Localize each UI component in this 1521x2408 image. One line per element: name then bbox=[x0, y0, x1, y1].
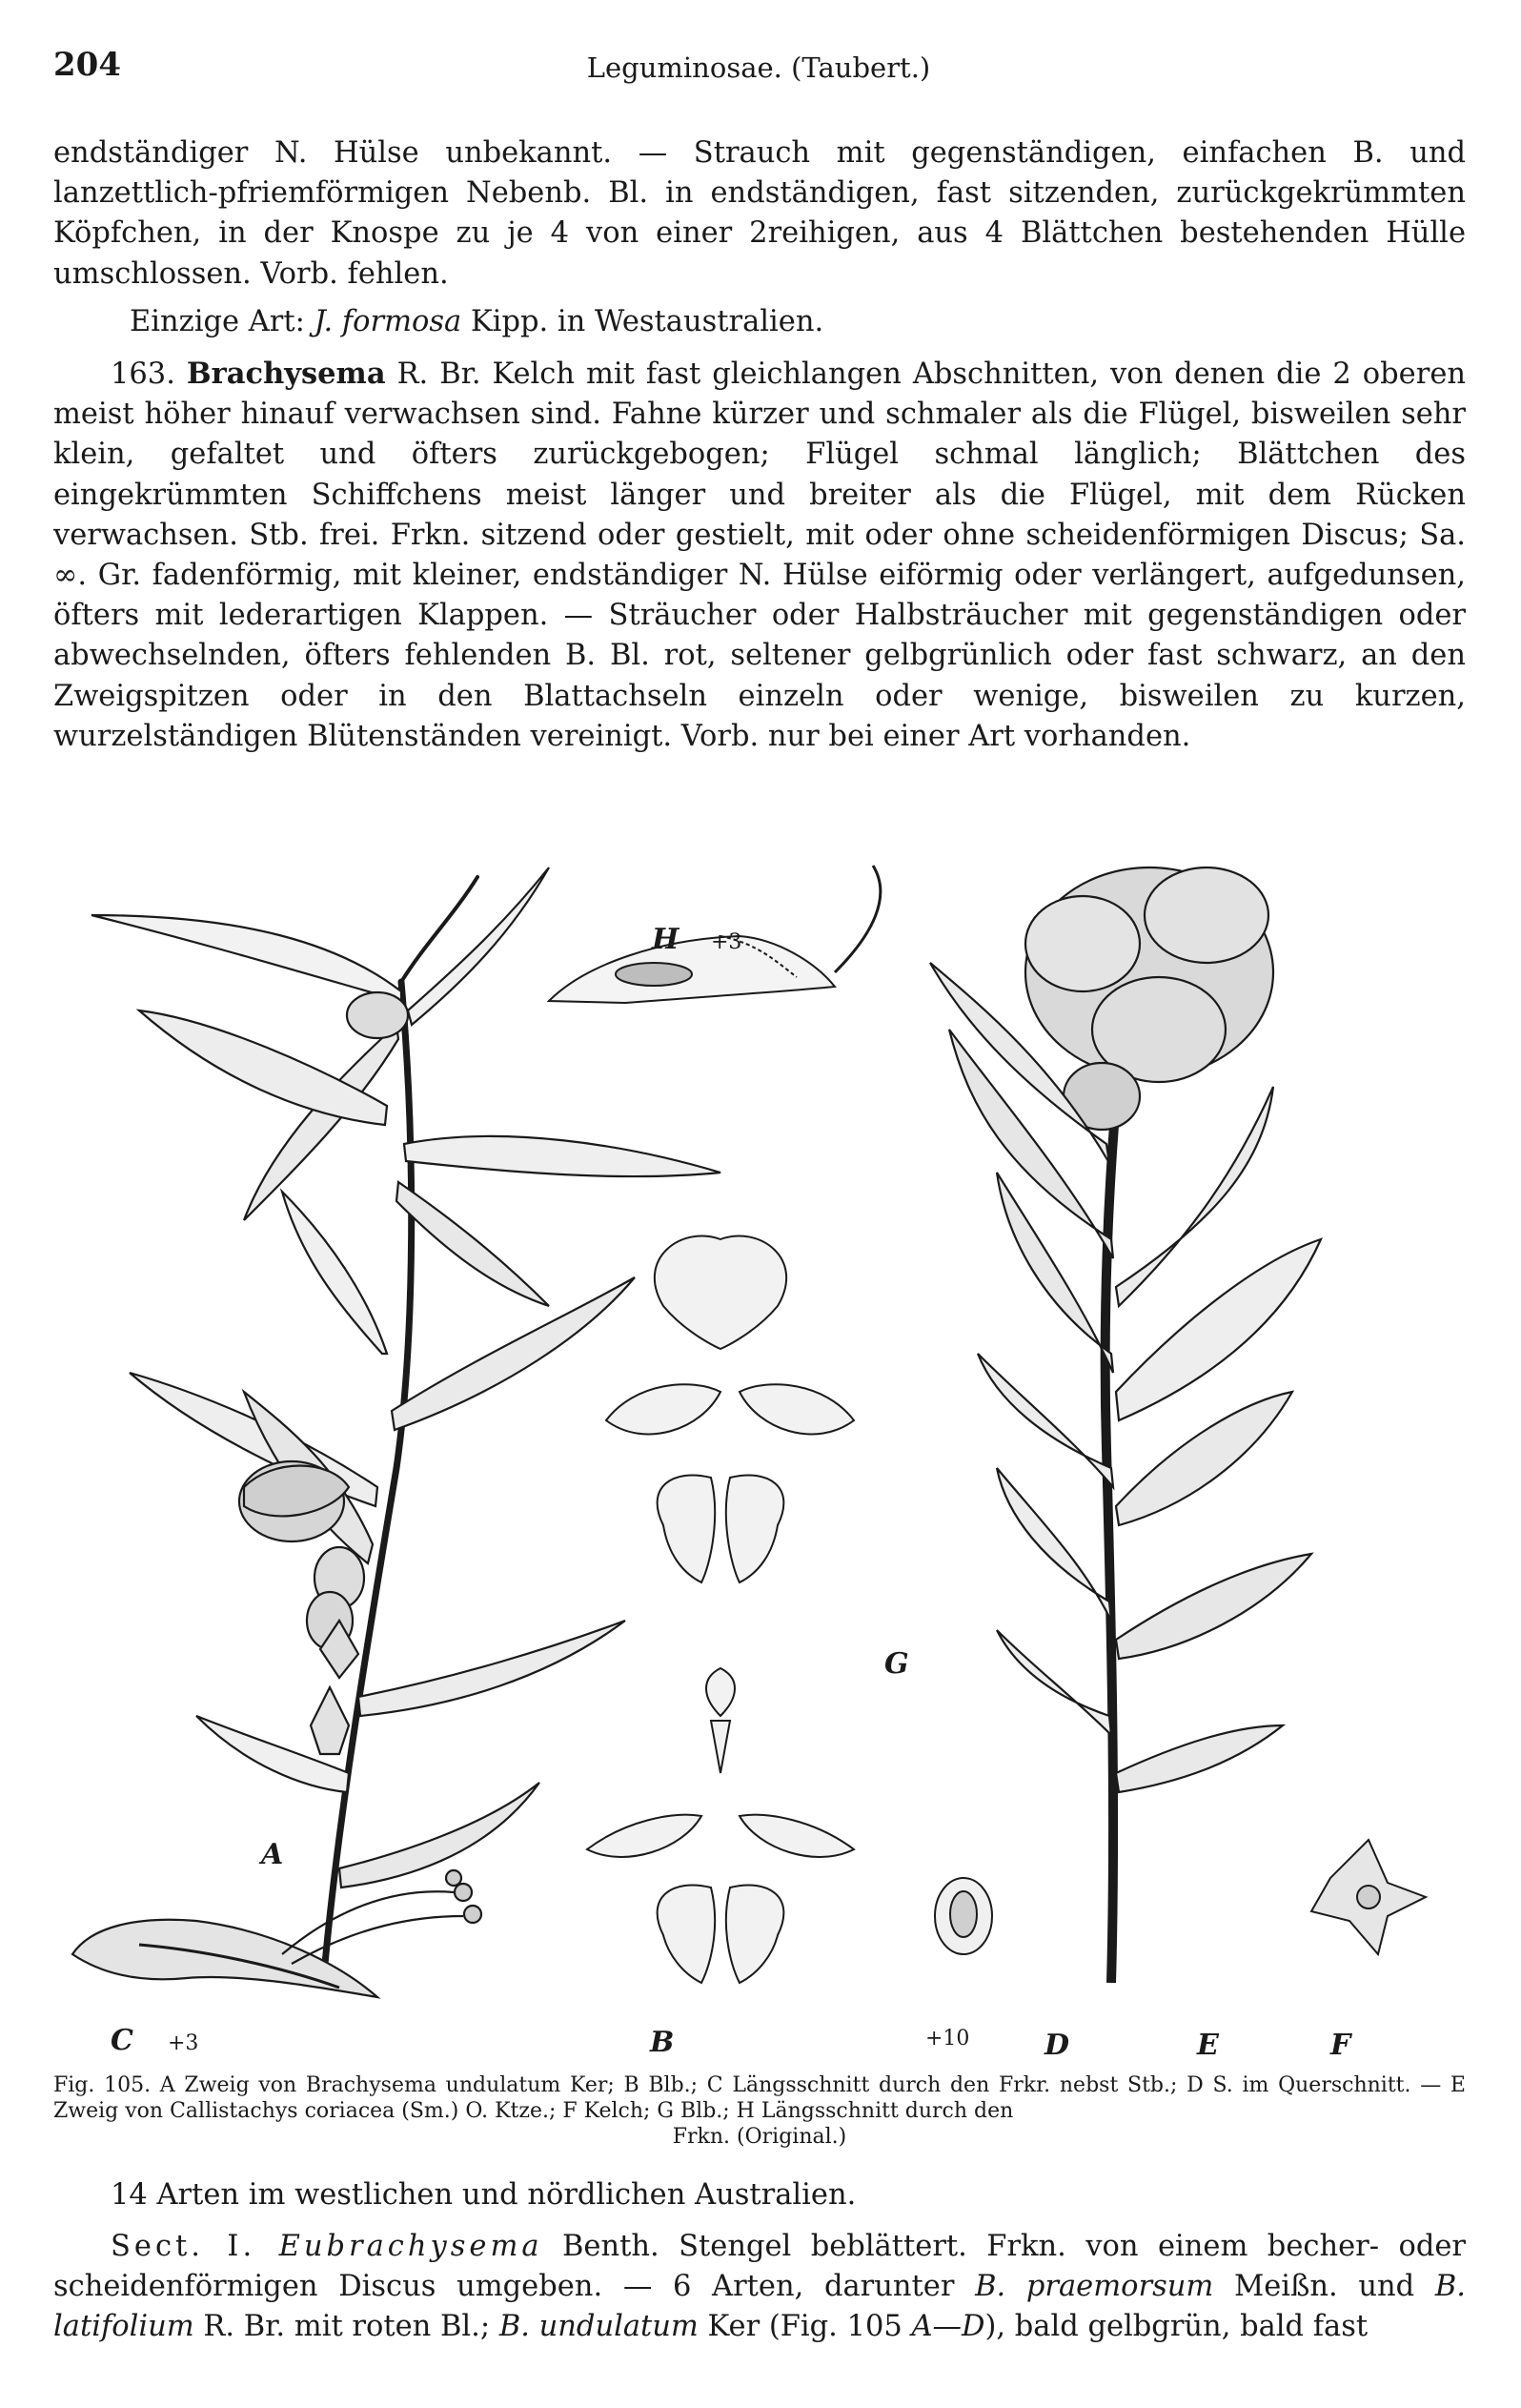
genus-name: Brachysema bbox=[186, 357, 386, 392]
figure-reference: A—D bbox=[911, 2310, 985, 2343]
section-text-1: Stengel beblättert. Frkn. von einem becher- oder scheidenförmigen Discus umgeben. — 6 Arten, darunter bbox=[53, 2230, 1466, 2303]
botanical-figure bbox=[53, 858, 1473, 2069]
figure-label-g: G bbox=[884, 1647, 909, 1681]
figure-caption bbox=[53, 2072, 1466, 2150]
lower-text bbox=[53, 2175, 1466, 2358]
figure-label-a: A bbox=[261, 1838, 284, 1871]
figure-label-b: B bbox=[650, 2026, 675, 2059]
section-author: Benth. bbox=[542, 2230, 659, 2263]
figure-scale-c: +3 bbox=[168, 2031, 199, 2055]
caption-line-2: Frkn. (Original.) bbox=[672, 2125, 847, 2149]
section-label: Sect. I. bbox=[111, 2230, 279, 2263]
intro-paragraph: endständiger N. Hülse unbekannt. — Strauch mit gegenständigen, einfachen B. und lanzettlich-pfriemförmigen Nebenb. Bl. in endständigen, fast sitzenden, zurückgekrümmten Köpfchen, in der Knospe zu je 4 von einer 2reihigen, aus 4 Blättchen bestehenden Hülle umschlossen. Vorb. fehlen. bbox=[53, 136, 1466, 291]
section-text-5: ), bald gelbgrün, bald fast bbox=[984, 2310, 1369, 2343]
single-species-line bbox=[53, 302, 1466, 342]
single-species-rest: Kipp. in Westaustralien. bbox=[461, 304, 824, 338]
genus-number: 163. bbox=[111, 357, 187, 392]
main-text bbox=[53, 133, 1466, 768]
page-header bbox=[53, 46, 1464, 93]
species-praemorsum: B. praemorsum bbox=[975, 2270, 1214, 2303]
figure-label-d: D bbox=[1044, 2029, 1070, 2062]
calyx-f-drawing bbox=[1311, 1840, 1426, 1954]
figure-scale-h: +3 bbox=[711, 930, 742, 954]
page-number: 204 bbox=[53, 46, 121, 84]
section-c-drawing bbox=[72, 1870, 481, 1997]
figure-illustration bbox=[53, 858, 1473, 2069]
section-text-3: R. Br. mit roten Bl.; bbox=[193, 2310, 499, 2343]
species-undulatum: B. undulatum bbox=[498, 2310, 699, 2343]
section-text-4: Ker (Fig. 105 bbox=[698, 2310, 912, 2343]
species-count: 14 Arten im westlichen und nördlichen Australien. bbox=[111, 2178, 857, 2212]
figure-label-e: E bbox=[1197, 2029, 1219, 2062]
section-entry bbox=[53, 2227, 1466, 2347]
figure-scale-d: +10 bbox=[925, 2027, 970, 2051]
petals-b-drawing bbox=[587, 1668, 854, 1983]
caption-line-1: Fig. 105. A Zweig von Brachysema undulatum Ker; B Blb.; C Längsschnitt durch den Frkr. nebst Stb.; D S. im Querschnitt. — E Zweig von Callistachys coriacea (Sm.) O. Ktze.; F Kelch; G Blb.; H Längsschnitt durch den bbox=[53, 2073, 1466, 2123]
genus-description: Kelch mit fast gleichlangen Abschnitten, von denen die 2 oberen meist höher hinauf verwachsen sind. Fahne kürzer und schmaler als die Flügel, bisweilen sehr klein, gefaltet und öfters zurückgebogen; Flügel schmal länglich; Blättchen des eingekrümmten Schiffchens meist länger und breiter als die Flügel, mit dem Rücken verwachsen. Stb. frei. Frkn. sitzend oder gestielt, mit oder ohne scheidenförmigen Discus; Sa. ∞. Gr. fadenförmig, mit kleiner, endständiger N. Hülse eiförmig oder verlängert, aufgedunsen, öfters mit lederartigen Klappen. — Sträucher oder Halbsträucher mit gegenständigen oder abwechselnden, öfters fehlenden B. Bl. rot, seltener gelbgrünlich oder fast schwarz, an den Zweigspitzen oder in den Blattachseln einzeln oder wenige, bisweilen zu kurzen, wurzelständigen Blütenständen vereinigt. Vorb. nur bei einer Art vorhanden. bbox=[53, 357, 1467, 753]
genus-author: R. Br. bbox=[385, 357, 481, 392]
section-name: Eubrachysema bbox=[278, 2230, 543, 2263]
section-text-2: Meißn. und bbox=[1213, 2270, 1435, 2303]
figure-label-h: H bbox=[652, 923, 679, 956]
branch-e-drawing bbox=[930, 867, 1321, 1983]
single-species-name: J. formosa bbox=[314, 304, 462, 338]
petals-g-drawing bbox=[606, 1235, 854, 1582]
running-head: Leguminosae. (Taubert.) bbox=[586, 51, 931, 84]
seed-d-drawing bbox=[935, 1878, 992, 1954]
genus-entry bbox=[53, 354, 1466, 757]
figure-label-c: C bbox=[111, 2024, 133, 2057]
single-species-lead: Einzige Art: bbox=[130, 304, 314, 338]
species-latifolium: B. latifolium bbox=[53, 2270, 1466, 2343]
figure-label-f: F bbox=[1330, 2029, 1351, 2062]
